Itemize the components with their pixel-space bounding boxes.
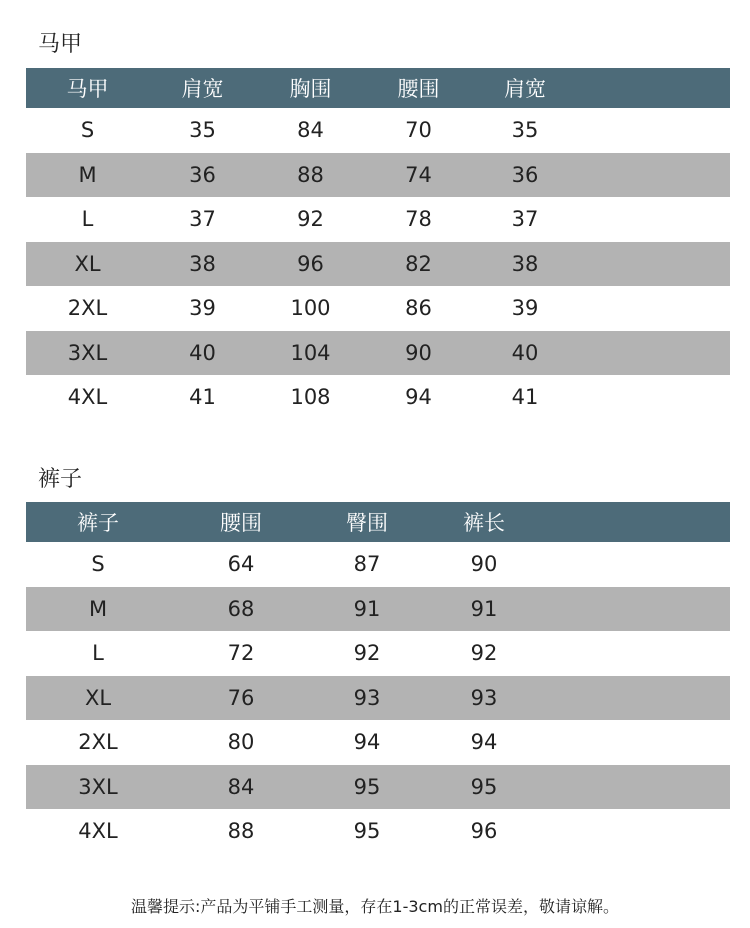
measurement-cell: 92	[353, 641, 381, 666]
column-header: 马甲	[26, 68, 149, 108]
size-cell: 4XL	[78, 819, 118, 844]
vest-section-title: 马甲	[38, 32, 83, 57]
size-cell: XL	[26, 676, 170, 721]
header-row	[26, 68, 730, 108]
table-row	[26, 153, 730, 198]
table-row	[26, 108, 730, 153]
measurement-cell: 84	[297, 118, 324, 143]
measurement-cell: 104	[256, 331, 365, 376]
measurement-cell: 76	[170, 676, 312, 721]
row-filler	[578, 153, 730, 198]
measurement-cell: 82	[365, 242, 472, 287]
measurement-cell: 41	[189, 385, 216, 410]
measurement-cell: 91	[312, 587, 422, 632]
measurement-cell: 87	[353, 552, 381, 577]
row-filler	[578, 331, 730, 376]
table-row	[26, 809, 730, 854]
pants-section-title: 裤子	[38, 467, 83, 492]
measurement-cell: 90	[470, 552, 498, 577]
row-filler	[546, 720, 730, 765]
column-header: 裤长	[422, 502, 546, 542]
measurement-cell: 72	[227, 641, 255, 666]
measurement-cell: 96	[470, 819, 498, 844]
measurement-cell: 39	[511, 296, 539, 321]
row-filler	[578, 286, 730, 331]
row-filler	[578, 375, 730, 420]
column-header: 胸围	[256, 68, 365, 108]
row-filler	[546, 631, 730, 676]
measurement-cell: 80	[227, 730, 255, 755]
measurement-cell: 68	[170, 587, 312, 632]
measurement-cell: 108	[290, 385, 331, 410]
measurement-cell: 39	[189, 296, 216, 321]
column-header: 肩宽	[472, 68, 578, 108]
row-filler	[546, 542, 730, 587]
measurement-cell: 37	[511, 207, 539, 232]
measurement-cell: 88	[256, 153, 365, 198]
column-header: 腰围	[365, 68, 472, 108]
table-row	[26, 676, 730, 721]
size-cell: L	[92, 641, 104, 666]
measurement-cell: 95	[353, 819, 381, 844]
vest-size-table	[26, 68, 730, 420]
measurement-cell: 84	[170, 765, 312, 810]
measurement-cell: 92	[470, 641, 498, 666]
measurement-cell: 100	[290, 296, 331, 321]
measurement-cell: 40	[149, 331, 256, 376]
measurement-cell: 36	[472, 153, 578, 198]
row-filler	[578, 197, 730, 242]
measurement-cell: 93	[422, 676, 546, 721]
row-filler	[546, 676, 730, 721]
measurement-cell: 74	[365, 153, 472, 198]
table-row	[26, 631, 730, 676]
column-header: 肩宽	[149, 68, 256, 108]
measurement-cell: 36	[149, 153, 256, 198]
measurement-cell: 78	[405, 207, 432, 232]
table-row	[26, 765, 730, 810]
measurement-cell: 92	[297, 207, 324, 232]
pants-size-table	[26, 502, 730, 854]
measurement-cell: 35	[189, 118, 216, 143]
measurement-cell: 35	[511, 118, 539, 143]
measurement-cell: 64	[227, 552, 255, 577]
table-row	[26, 197, 730, 242]
column-header: 腰围	[170, 502, 312, 542]
measurement-cell: 70	[405, 118, 432, 143]
measurement-cell: 88	[227, 819, 255, 844]
size-cell: 2XL	[78, 730, 118, 755]
row-filler	[546, 809, 730, 854]
measurement-cell: 40	[472, 331, 578, 376]
header-row	[26, 502, 730, 542]
measurement-cell: 37	[189, 207, 216, 232]
measurement-cell: 41	[511, 385, 539, 410]
measurement-cell: 90	[365, 331, 472, 376]
row-filler	[546, 587, 730, 632]
size-cell: S	[80, 118, 95, 143]
table-row	[26, 286, 730, 331]
measurement-cell: 95	[312, 765, 422, 810]
row-filler	[578, 242, 730, 287]
measurement-cell: 95	[422, 765, 546, 810]
column-header: 裤子	[26, 502, 170, 542]
size-cell: 3XL	[26, 331, 149, 376]
table-row	[26, 587, 730, 632]
size-cell: S	[91, 552, 105, 577]
header-filler	[546, 502, 730, 542]
measurement-cell: 93	[312, 676, 422, 721]
size-cell: L	[81, 207, 94, 232]
size-cell: XL	[26, 242, 149, 287]
size-cell: 2XL	[67, 296, 108, 321]
table-row	[26, 375, 730, 420]
column-header: 臀围	[312, 502, 422, 542]
measurement-cell: 94	[353, 730, 381, 755]
table-row	[26, 542, 730, 587]
measurement-cell: 38	[472, 242, 578, 287]
table-row	[26, 720, 730, 765]
measurement-cell: 91	[422, 587, 546, 632]
row-filler	[546, 765, 730, 810]
measurement-cell: 86	[405, 296, 432, 321]
size-cell: 3XL	[26, 765, 170, 810]
table-row	[26, 242, 730, 287]
measurement-cell: 94	[405, 385, 432, 410]
row-filler	[578, 108, 730, 153]
measurement-note: 温馨提示:产品为平铺手工测量，存在1-3cm的正常误差，敬请谅解。	[131, 897, 619, 916]
measurement-cell: 38	[149, 242, 256, 287]
table-row	[26, 331, 730, 376]
size-cell: M	[26, 153, 149, 198]
size-cell: 4XL	[67, 385, 108, 410]
size-cell: M	[26, 587, 170, 632]
header-filler	[578, 68, 730, 108]
measurement-cell: 94	[470, 730, 498, 755]
measurement-cell: 96	[256, 242, 365, 287]
